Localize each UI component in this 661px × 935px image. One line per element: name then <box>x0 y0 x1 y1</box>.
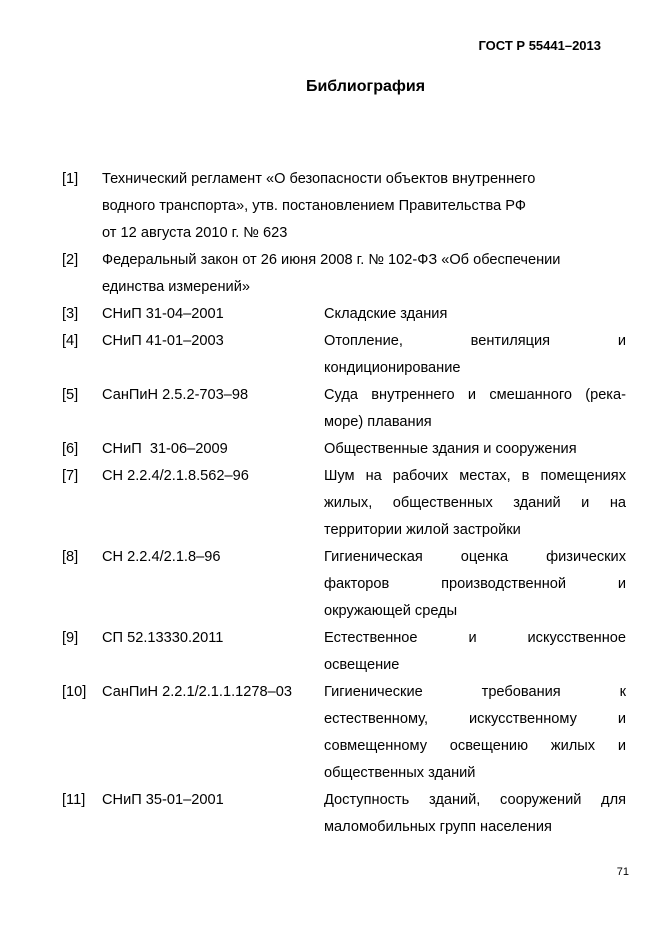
ref-number: [2] <box>62 252 79 268</box>
ref-description-line: Отопление, вентиляция и <box>324 333 626 349</box>
ref-text-line: водного транспорта», утв. постановлением Правительства РФ <box>102 198 526 214</box>
ref-code: СанПиН 2.2.1/2.1.1.1278–03 <box>102 684 292 700</box>
ref-code: СНиП 35-01–2001 <box>102 792 224 808</box>
page-number: 71 <box>616 866 629 878</box>
ref-description-line: маломобильных групп населения <box>324 819 552 835</box>
ref-description-line: Гигиеническая оценка физических <box>324 549 626 565</box>
ref-number: [10] <box>62 684 87 700</box>
ref-description-line: Общественные здания и сооружения <box>324 441 577 457</box>
ref-description-line: кондиционирование <box>324 360 461 376</box>
ref-description-line: Складские здания <box>324 306 448 322</box>
ref-text-line: Технический регламент «О безопасности объектов внутреннего <box>102 171 536 187</box>
ref-description-line: Шум на рабочих местах, в помещениях <box>324 468 626 484</box>
ref-description-line: Доступность зданий, сооружений для <box>324 792 626 808</box>
ref-code: СанПиН 2.5.2-703–98 <box>102 387 249 403</box>
ref-number: [3] <box>62 306 79 322</box>
ref-description-line: естественному, искусственному и <box>324 711 626 727</box>
ref-description-line: территории жилой застройки <box>324 522 521 538</box>
ref-description-line: Гигиенические требования к <box>324 684 626 700</box>
ref-number: [1] <box>62 171 79 187</box>
ref-description-line: освещение <box>324 657 400 673</box>
ref-code: СНиП 31-04–2001 <box>102 306 224 322</box>
ref-number: [9] <box>62 630 79 646</box>
ref-description-line: жилых, общественных зданий и на <box>324 495 626 511</box>
ref-code: СНиП 31-06–2009 <box>102 441 228 457</box>
page-title: Библиография <box>305 78 426 95</box>
document-header: ГОСТ Р 55441–2013 <box>478 38 601 53</box>
ref-description-line: совмещенному освещению жилых и <box>324 738 626 754</box>
ref-number: [6] <box>62 441 79 457</box>
ref-number: [7] <box>62 468 79 484</box>
ref-code: СНиП 41-01–2003 <box>102 333 224 349</box>
ref-code: СП 52.13330.2011 <box>102 630 224 646</box>
ref-text-line: Федеральный закон от 26 июня 2008 г. № 102-ФЗ «Об обеспечении <box>102 252 561 268</box>
ref-number: [5] <box>62 387 79 403</box>
ref-description-line: Естественное и искусственное <box>324 630 626 646</box>
ref-description-line: море) плавания <box>324 414 432 430</box>
ref-description-line: факторов производственной и <box>324 576 626 592</box>
ref-code: СН 2.2.4/2.1.8–96 <box>102 549 221 565</box>
ref-description-line: общественных зданий <box>324 765 476 781</box>
ref-description-line: окружающей среды <box>324 603 458 619</box>
ref-code: СН 2.2.4/2.1.8.562–96 <box>102 468 249 484</box>
ref-number: [11] <box>62 792 86 808</box>
ref-text-line: от 12 августа 2010 г. № 623 <box>102 225 288 241</box>
ref-text-line: единства измерений» <box>102 279 250 295</box>
ref-description-line: Суда внутреннего и смешанного (река- <box>324 387 626 403</box>
ref-number: [4] <box>62 333 79 349</box>
ref-number: [8] <box>62 549 79 565</box>
